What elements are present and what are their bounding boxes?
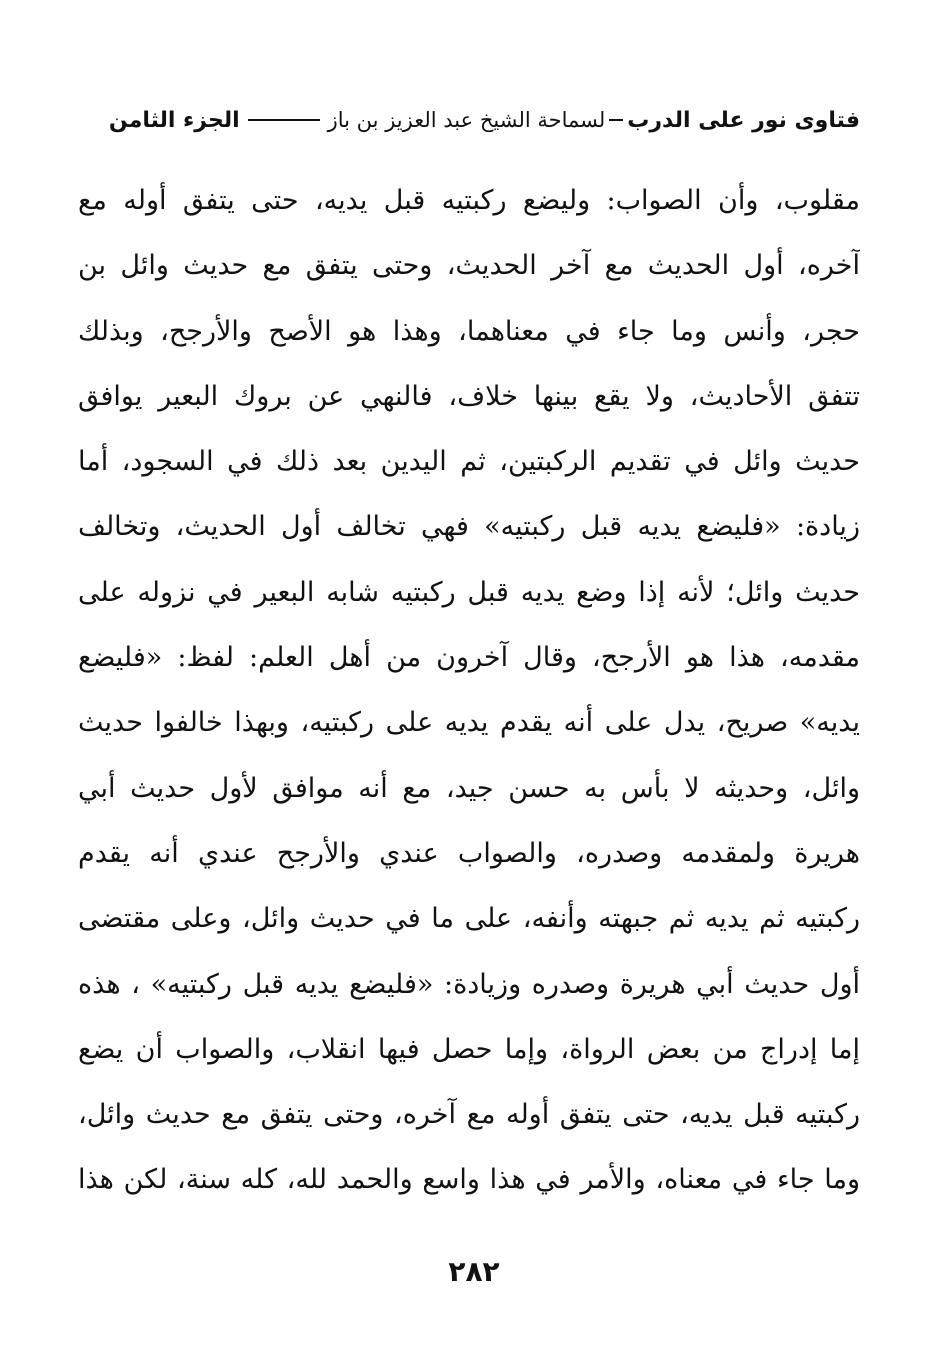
text-line: مقلوب، وأن الصواب: وليضع ركبتيه قبل يديه، حتى يتفق أوله مع <box>78 185 860 216</box>
text-line: أول حديث أبي هريرة وصدره وزيادة: «فليضع يديه قبل ركبتيه» ، هذه <box>78 968 860 1000</box>
header-separator <box>609 119 623 121</box>
text-line: يديه» صريح، يدل على أنه يقدم يديه على ركبتيه، وبهذا خالفوا حديث <box>78 707 860 739</box>
text-line: ركبتيه قبل يديه، حتى يتفق أوله مع آخره، وحتى يتفق مع حديث وائل، <box>78 1099 860 1131</box>
header-volume: الجزء الثامن <box>108 107 240 133</box>
text-line: ركبتيه ثم يديه ثم جبهته وأنفه، على ما في حديث وائل، وعلى مقتضى <box>78 903 860 935</box>
text-line: آخره، أول الحديث مع آخر الحديث، وحتى يتفق مع حديث وائل بن <box>78 250 860 282</box>
text-line: وائل، وحديثه لا بأس به حسن جيد، مع أنه موافق لأول حديث أبي <box>78 772 860 804</box>
body-text <box>78 168 860 1213</box>
header-rule <box>248 119 320 121</box>
text-line: حديث وائل؛ لأنه إذا وضع يديه قبل ركبتيه شابه البعير في نزوله على <box>78 576 860 608</box>
text-line: زيادة: «فليضع يديه قبل ركبتيه» فهي تخالف أول الحديث، وتخالف <box>78 511 860 543</box>
text-line: حديث وائل في تقديم الركبتين، ثم اليدين بعد ذلك في السجود، أما <box>78 446 860 478</box>
text-line: مقدمه، هذا هو الأرجح، وقال آخرون من أهل العلم: لفظ: «فليضع <box>78 642 860 674</box>
text-line: حجر، وأنس وما جاء في معناهما، وهذا هو الأصح والأرجح، وبذلك <box>78 315 860 347</box>
page-number: ٢٨٢ <box>448 1255 500 1288</box>
header-book-title: فتاوى نور على الدرب <box>627 107 860 133</box>
text-line: إما إدراج من بعض الرواة، وإما حصل فيها انقلاب، والصواب أن يضع <box>78 1033 860 1065</box>
text-line: تتفق الأحاديث، ولا يقع بينها خلاف، فالنهي عن بروك البعير يوافق <box>78 380 860 412</box>
header-author: لسماحة الشيخ عبد العزيز بن باز <box>327 108 606 132</box>
running-header <box>78 100 860 140</box>
text-line: هريرة ولمقدمه وصدره، والصواب عندي والأرجح عندي أنه يقدم <box>78 837 860 869</box>
text-line: وما جاء في معناه، والأمر في هذا واسع والحمد لله، كله سنة، لكن هذا <box>78 1164 860 1196</box>
